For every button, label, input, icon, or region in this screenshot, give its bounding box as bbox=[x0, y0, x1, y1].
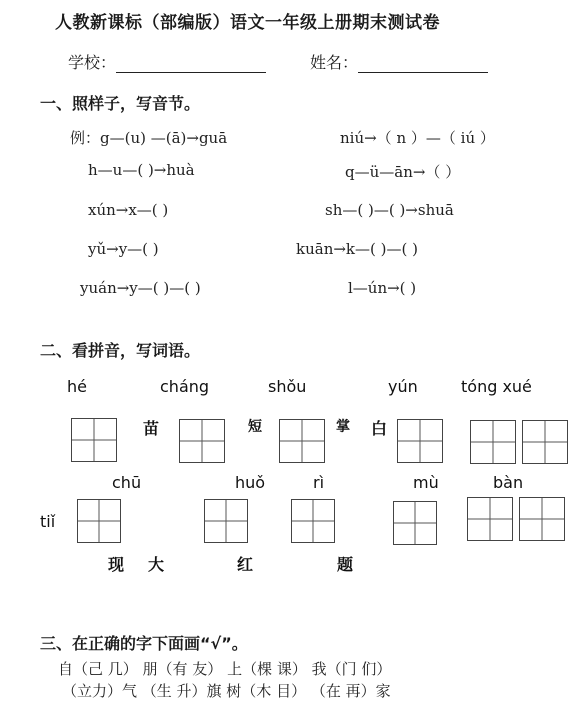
pinyin-chu: chū bbox=[112, 473, 142, 492]
s1-row1-right: niú→（ n ）—（ iú ） bbox=[340, 129, 495, 147]
given-char-xian: 现 bbox=[108, 555, 125, 574]
pinyin-ti-partial: tiǐ bbox=[40, 512, 56, 531]
school-field bbox=[68, 50, 266, 73]
given-char-da: 大 bbox=[148, 555, 165, 574]
s1-row3-right: sh—( )—( )→shuā bbox=[325, 201, 454, 219]
write-box[interactable] bbox=[470, 420, 516, 464]
given-char-zhang: 掌 bbox=[336, 419, 350, 435]
given-char-hong: 红 bbox=[237, 555, 254, 574]
given-char-ti: 题 bbox=[337, 555, 354, 574]
write-box[interactable] bbox=[71, 418, 117, 462]
s1-row4-left: yǔ→y—( ) bbox=[88, 240, 159, 258]
school-label: 学校： bbox=[68, 53, 117, 72]
s1-row2-left: h—u—( )→huà bbox=[88, 161, 195, 179]
s1-row4-right: kuān→k—( )—( ) bbox=[296, 240, 418, 258]
given-char-miao: 苗 bbox=[143, 419, 160, 438]
pinyin-ban: bàn bbox=[493, 473, 524, 492]
pinyin-he: hé bbox=[67, 377, 87, 396]
s1-row1-left: 例：g—(u) —(ā)→guā bbox=[70, 129, 228, 147]
pinyin-huo: huǒ bbox=[235, 473, 266, 492]
s1-row2-right: q—ü—ān→（ ） bbox=[345, 163, 461, 181]
write-box[interactable] bbox=[291, 499, 335, 543]
write-box[interactable] bbox=[397, 419, 443, 463]
section3-heading: 三、在正确的字下面画“√”。 bbox=[40, 634, 248, 653]
name-blank[interactable] bbox=[358, 54, 488, 73]
pinyin-tongxue: tóng xué bbox=[461, 377, 532, 396]
given-char-duan: 短 bbox=[248, 419, 262, 435]
write-box[interactable] bbox=[393, 501, 437, 545]
page-title: 人教新课标（部编版）语文一年级上册期末测试卷 bbox=[55, 13, 440, 33]
s3-line2: （立力）气 （生 升）旗 树（木 目） （在 再）家 bbox=[62, 682, 391, 700]
pinyin-ri: rì bbox=[313, 473, 325, 492]
s1-row5-right: l—ún→( ) bbox=[348, 279, 417, 297]
write-box[interactable] bbox=[77, 499, 121, 543]
pinyin-chang: cháng bbox=[160, 377, 210, 396]
write-box[interactable] bbox=[522, 420, 568, 464]
name-field bbox=[310, 50, 488, 73]
s1-row3-left: xún→x—( ) bbox=[88, 201, 169, 219]
write-box[interactable] bbox=[467, 497, 513, 541]
s3-line1: 自（己 几） 朋（有 友） 上（棵 课） 我（门 们） bbox=[58, 660, 392, 678]
pinyin-mu: mù bbox=[413, 473, 439, 492]
section2-heading: 二、看拼音，写词语。 bbox=[40, 341, 201, 360]
s1-row5-left: yuán→y—( )—( ) bbox=[80, 279, 201, 297]
name-label: 姓名： bbox=[310, 53, 359, 72]
pinyin-yun: yún bbox=[388, 377, 418, 396]
write-box[interactable] bbox=[204, 499, 248, 543]
section1-heading: 一、照样子，写音节。 bbox=[40, 94, 201, 113]
given-char-bai: 白 bbox=[371, 419, 388, 438]
pinyin-shou: shǒu bbox=[268, 377, 307, 396]
write-box[interactable] bbox=[519, 497, 565, 541]
write-box[interactable] bbox=[179, 419, 225, 463]
school-blank[interactable] bbox=[116, 54, 266, 73]
write-box[interactable] bbox=[279, 419, 325, 463]
